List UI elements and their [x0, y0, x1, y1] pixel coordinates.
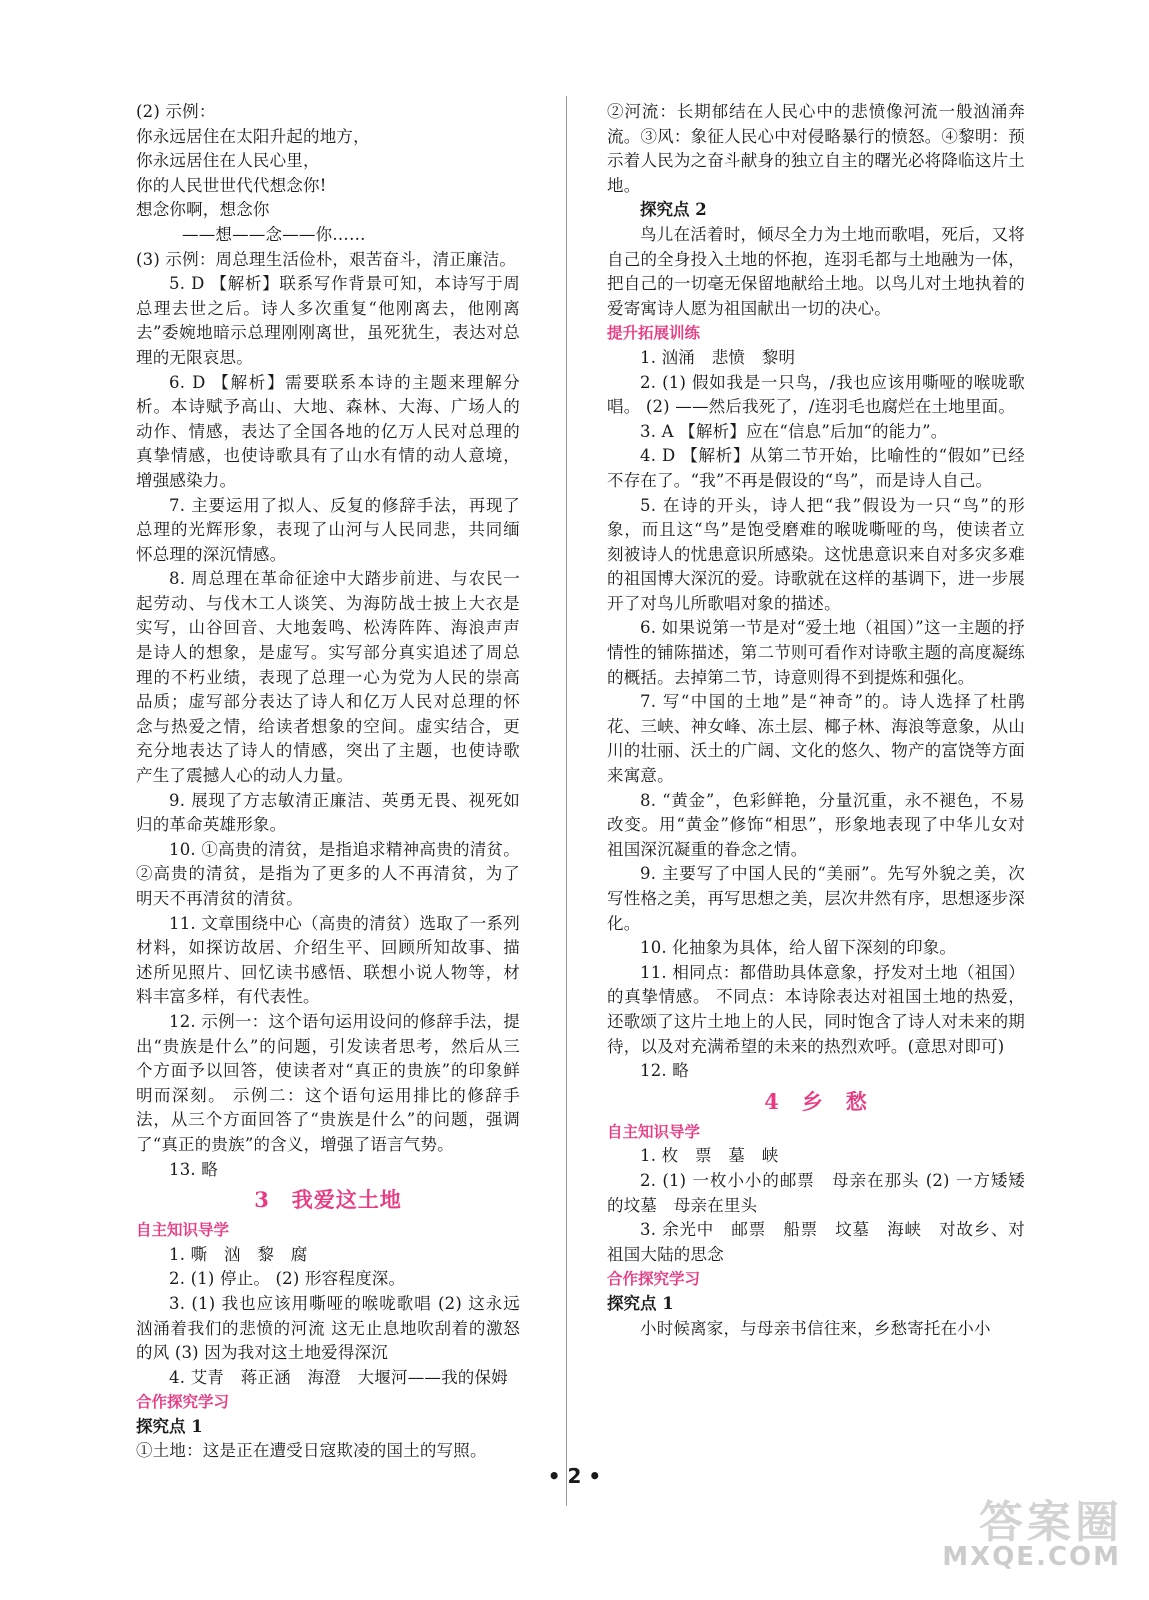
answer-paragraph: ②河流：长期郁结在人民心中的悲愤像河流一般汹涌奔流。③风：象征人民心中对侵略暴行的愤怒。④黎明：预示着人民为之奋斗献身的独立自主的曙光必将降临这片土地。 — [607, 102, 1025, 195]
answer-paragraph: 4. D 【解析】从第二节开始，比喻性的“假如”已经不存在了。“我”不再是假设的“鸟”，而是诗人自己。 — [607, 446, 1025, 490]
answer-paragraph: 6. 如果说第一节是对“爱土地（祖国）”这一主题的抒情性的铺陈描述，第二节则可看作对诗歌主题的高度凝练的概括。去掉第二节，诗意则得不到提炼和强化。 — [607, 618, 1025, 687]
answer-paragraph: 5. D 【解析】联系写作背景可知，本诗写于周总理去世之后。诗人多次重复“他刚离去，他刚离去”委婉地暗示总理刚刚离世，虽死犹生，表达对总理的无限哀思。 — [136, 274, 520, 367]
lesson-title: 4 乡 愁 — [764, 1088, 868, 1114]
right-column — [607, 100, 1025, 1341]
answer-paragraph: 12. 略 — [640, 1061, 689, 1081]
section-heading: 合作探究学习 — [607, 1269, 701, 1289]
answer-paragraph: 你永远居住在人民心里， — [136, 151, 320, 171]
answer-paragraph: 2. (1) 一枚小小的邮票 母亲在那头 (2) 一方矮矮的坟墓 母亲在里头 — [607, 1170, 1025, 1215]
answer-paragraph: 小时候离家，与母亲书信往来，乡愁寄托在小小 — [640, 1318, 991, 1338]
answer-paragraph: 1. 嘶 汹 黎 腐 — [169, 1244, 308, 1264]
answer-paragraph: 8. “黄金”，色彩鲜艳，分量沉重，永不褪色，不易改变。用“黄金”修饰“相思”，形象地表现了中华儿女对祖国深沉凝重的眷念之情。 — [607, 790, 1025, 859]
answer-paragraph: (2) 示例： — [136, 102, 216, 121]
answer-paragraph: 9. 主要写了中国人民的“美丽”。先写外貌之美，次写性格之美，再写思想之美，层次井然有序，思想逐步深化。 — [607, 864, 1025, 933]
answer-paragraph: 你的人民世世代代想念你! — [136, 175, 327, 195]
watermark-logo — [921, 1486, 1131, 1586]
section-heading: 自主知识导学 — [136, 1220, 230, 1240]
answer-paragraph: 2. (1) 停止。 (2) 形容程度深。 — [169, 1269, 406, 1289]
section-heading: 提升拓展训练 — [607, 323, 701, 343]
left-column — [136, 100, 520, 1464]
watermark-url: MXQE.COM — [942, 1542, 1121, 1572]
column-divider — [566, 96, 567, 1506]
answer-paragraph: 5. 在诗的开头，诗人把“我”假设为一只“鸟”的形象，而且这“鸟”是饱受磨难的喉咙嘶哑的鸟，使读者立刻被诗人的忧患意识所感染。这忧患意识来自对多灾多难的祖国博大深沉的爱。诗歌就在这样的基调下，进一步展开了对鸟儿所歌唱对象的描述。 — [607, 495, 1025, 613]
answer-paragraph: 鸟儿在活着时，倾尽全力为土地而歌唱，死后，又将自己的全身投入土地的怀抱，连羽毛都与土地融为一体，把自己的一切毫无保留地献给土地。以鸟儿对土地执着的爱寄寓诗人愿为祖国献出一切的决心。 — [607, 224, 1025, 318]
page-number: • 2 • — [547, 1464, 602, 1488]
answer-paragraph: 13. 略 — [169, 1159, 218, 1179]
answer-paragraph: 3. (1) 我也应该用嘶哑的喉咙歌唱 (2) 这永远汹涌着我们的悲愤的河流 这无止息地吹刮着的激怒的风 (3) 因为我对这土地爱得深沉 — [136, 1293, 520, 1363]
answer-paragraph: 1. 枚 票 墓 峡 — [640, 1146, 779, 1166]
answer-paragraph: 3. 余光中 邮票 船票 坟墓 海峡 对故乡、对祖国大陆的思念 — [607, 1220, 1025, 1264]
answer-paragraph: 想念你啊，想念你 — [136, 200, 270, 220]
answer-paragraph: 6. D 【解析】需要联系本诗的主题来理解分析。本诗赋予高山、大地、森林、大海、广场人的动作、情感，表达了全国各地的亿万人民对总理的真挚情感，也使诗歌具有了山水有情的动人意境，增强感染力。 — [136, 372, 520, 490]
answer-paragraph: 3. A 【解析】应在“信息”后加“的能力”。 — [640, 421, 948, 441]
subsection-heading: 探究点 2 — [640, 200, 707, 220]
answer-paragraph: 10. ①高贵的清贫，是指追求精神高贵的清贫。②高贵的清贫，是指为了更多的人不再清贫，为了明天不再清贫的清贫。 — [136, 839, 520, 908]
answer-paragraph: ——想——念——你…… — [182, 224, 366, 244]
answer-paragraph: (3) 示例：周总理生活俭朴，艰苦奋斗，清正廉洁。 — [136, 249, 517, 269]
answer-paragraph: 12. 示例一：这个语句运用设问的修辞手法，提出“贵族是什么”的问题，引发读者思考，然后从三个方面予以回答，使读者对“真正的贵族”的印象鲜明而深刻。 示例二：这个语句运用排比的修辞手法，从三个方面回答了“贵族是什么”的问题，强调了“真正的贵族”的含义，增强了语言气势。 — [136, 1011, 520, 1154]
lesson-title: 3 我爱这土地 — [254, 1187, 402, 1213]
answer-paragraph: 11. 文章围绕中心（高贵的清贫）选取了一系列材料，如探访故居、介绍生平、回顾所知故事、描述所见照片、回忆读书感悟、联想小说人物等，材料丰富多样，有代表性。 — [136, 913, 520, 1007]
answer-paragraph: 10. 化抽象为具体，给人留下深刻的印象。 — [640, 938, 957, 958]
answer-paragraph: 4. 艾青 蒋正涵 海澄 大堰河——我的保姆 — [169, 1367, 508, 1387]
answer-paragraph: 你永远居住在太阳升起的地方， — [136, 126, 370, 146]
answer-paragraph: 2. (1) 假如我是一只鸟，/我也应该用嘶哑的喉咙歌唱。 (2) ——然后我死了，/连羽毛也腐烂在土地里面。 — [607, 372, 1025, 417]
subsection-heading: 探究点 1 — [607, 1293, 674, 1313]
subsection-heading: 探究点 1 — [136, 1416, 203, 1436]
answer-paragraph: 8. 周总理在革命征途中大踏步前进、与农民一起劳动、与伐木工人谈笑、为海防战士披上大衣是实写，山谷回音、大地轰鸣、松涛阵阵、海浪声声是诗人的想象，是虚写。实写部分真实追述了周总理的不朽业绩，表现了总理一心为党为人民的崇高品质；虚写部分表达了诗人和亿万人民对总理的怀念与热爱之情，给读者想象的空间。虚实结合，更充分地表达了诗人的情感，突出了主题，也使诗歌产生了震撼人心的动人力量。 — [136, 569, 520, 786]
answer-paragraph: 1. 汹涌 悲愤 黎明 — [640, 347, 796, 367]
answer-paragraph: 7. 写“中国的土地”是“神奇”的。诗人选择了杜鹃花、三峡、神女峰、冻土层、椰子林、海浪等意象，从山川的壮丽、沃土的广阔、文化的悠久、物产的富饶等方面来寓意。 — [607, 692, 1025, 786]
section-heading: 合作探究学习 — [136, 1392, 230, 1412]
answer-paragraph: 9. 展现了方志敏清正廉洁、英勇无畏、视死如归的革命英雄形象。 — [136, 790, 520, 835]
section-heading: 自主知识导学 — [607, 1121, 701, 1141]
watermark-text: 答案圈 — [979, 1497, 1123, 1548]
answer-paragraph: ①土地：这是正在遭受日寇欺凌的国土的写照。 — [136, 1441, 487, 1461]
answer-paragraph: 7. 主要运用了拟人、反复的修辞手法，再现了总理的光辉形象，表现了山河与人民同悲，共同缅怀总理的深沉情感。 — [136, 495, 520, 564]
answer-paragraph: 11. 相同点：都借助具体意象，抒发对土地（祖国）的真挚情感。 不同点：本诗除表达对祖国土地的热爱，还歌颂了这片土地上的人民，同时饱含了诗人对未来的期待，以及对充满希望的未来的热烈欢呼。(意思对即可) — [607, 962, 1025, 1056]
